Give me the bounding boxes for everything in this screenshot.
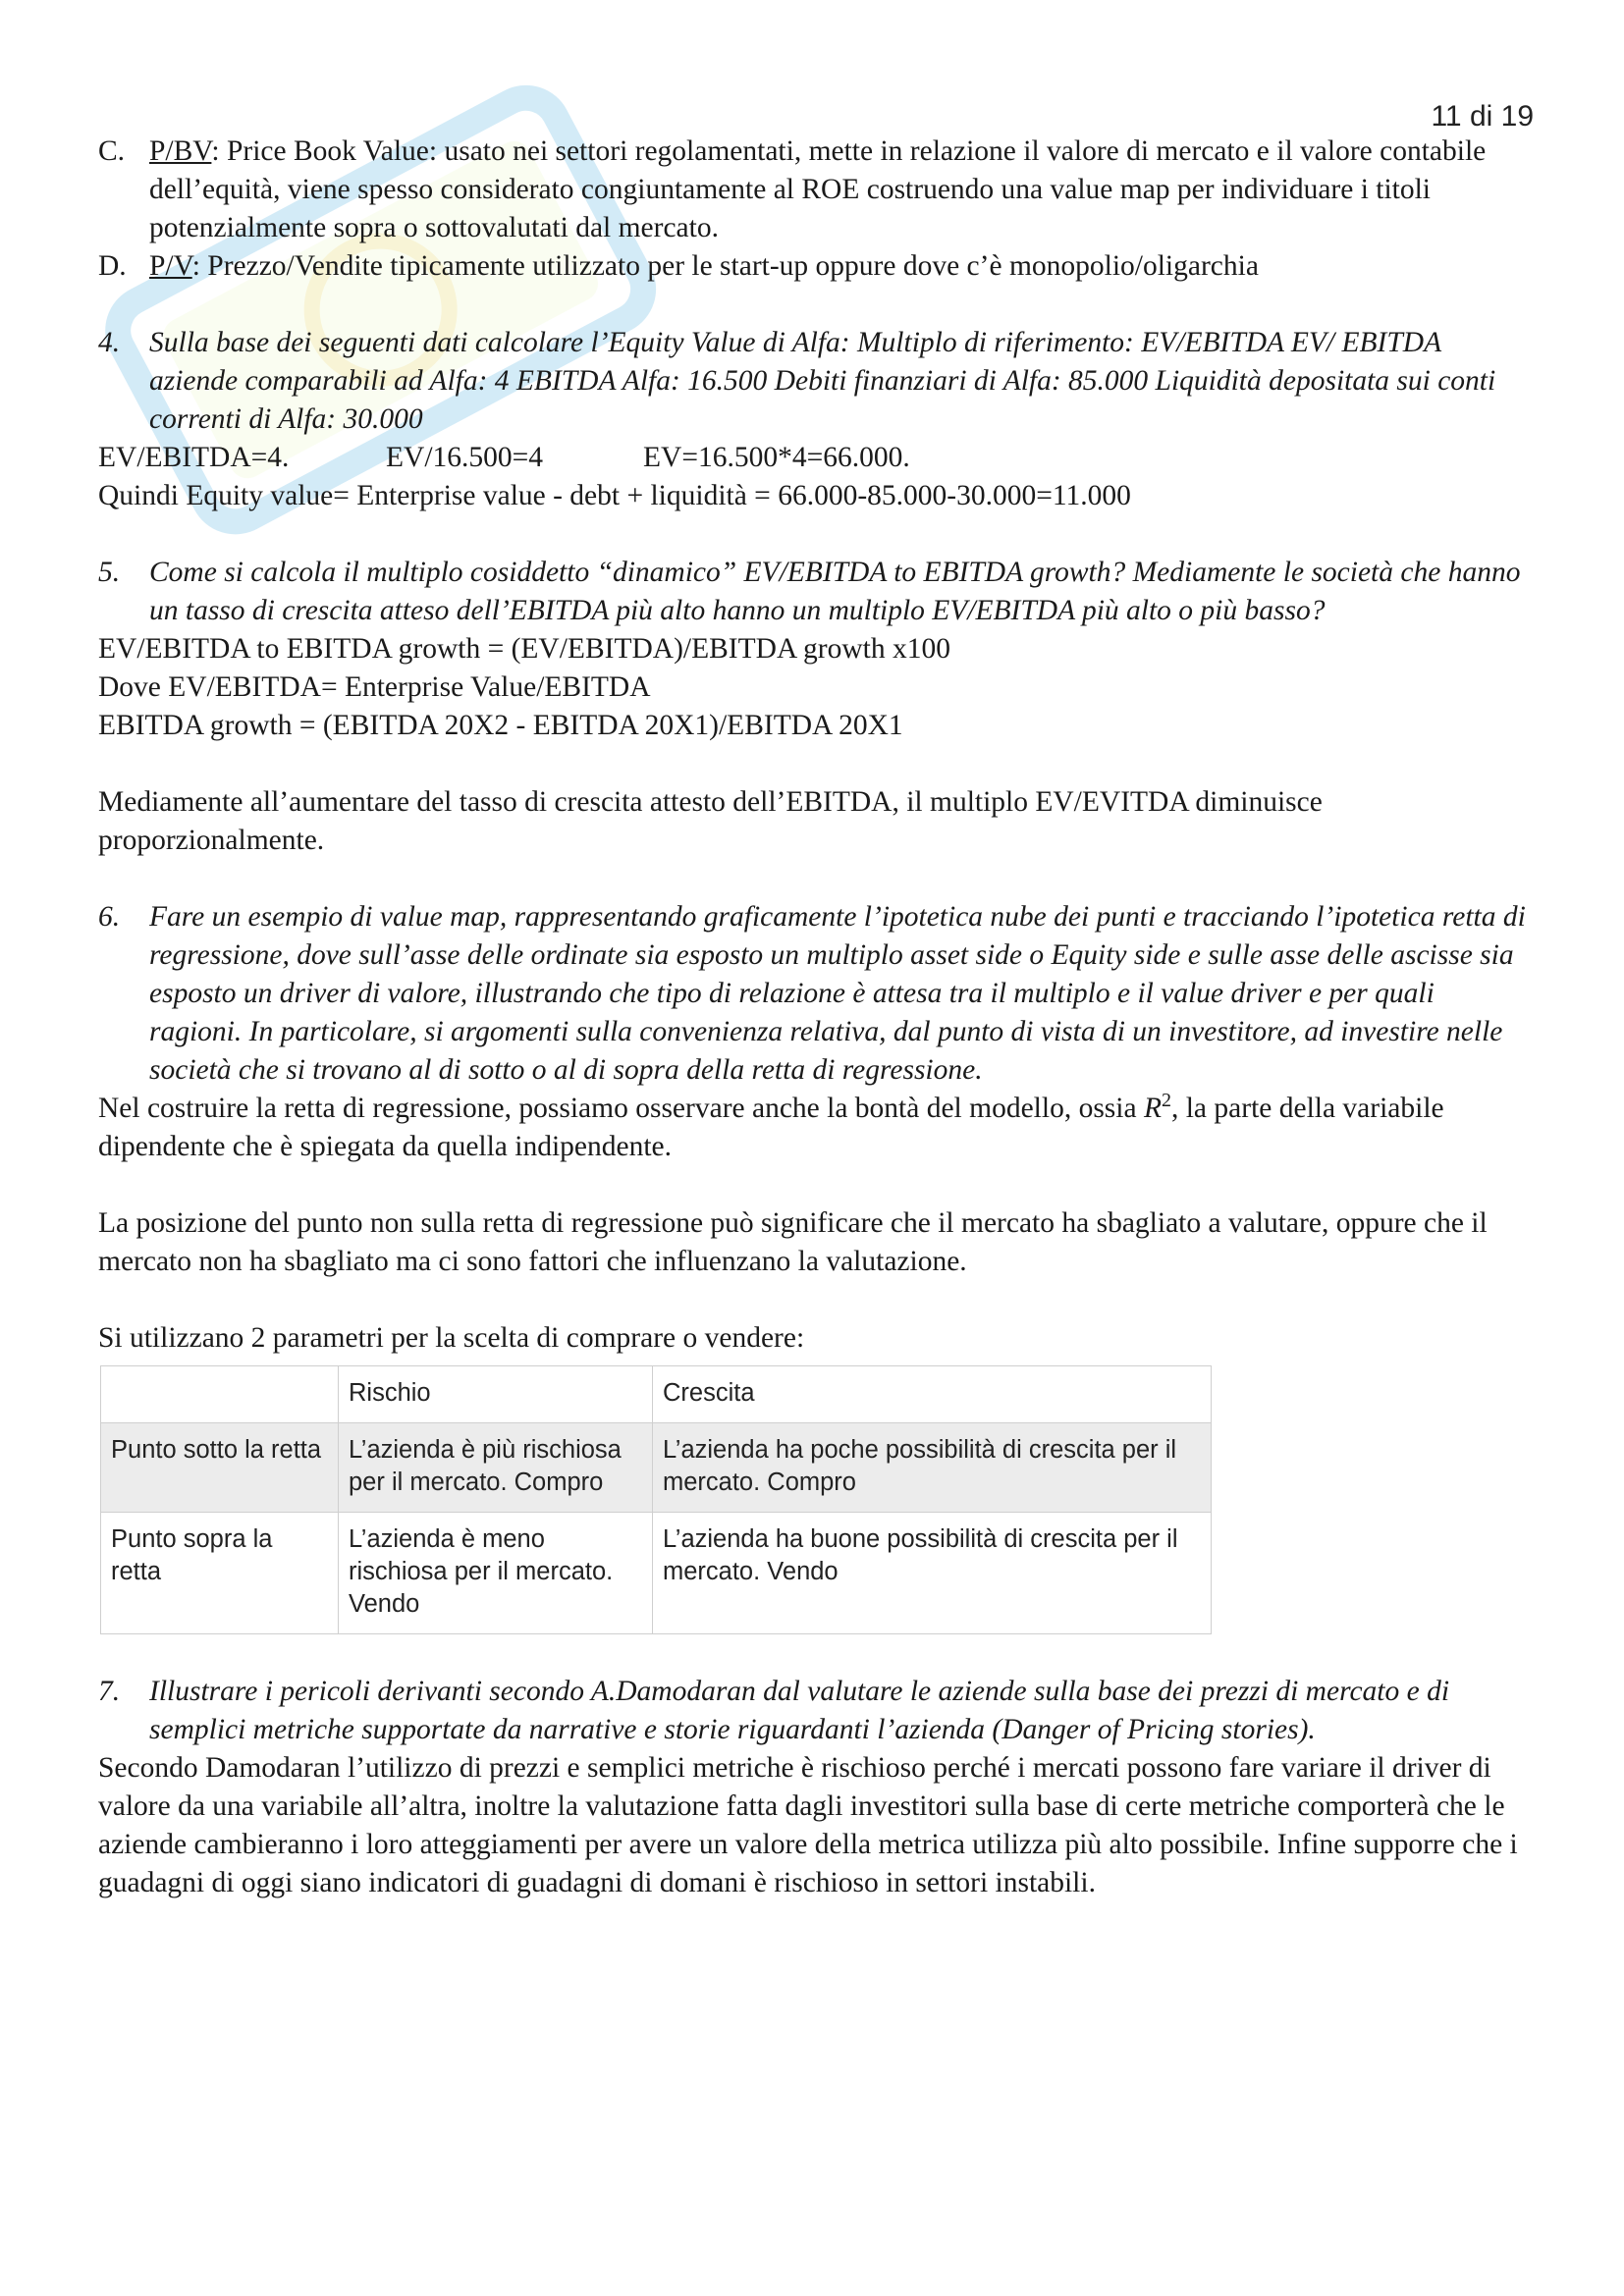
formula-line: EBITDA growth = (EBITDA 20X2 - EBITDA 20X1)/EBITDA 20X1 <box>98 710 903 741</box>
question-5 <box>98 554 1532 630</box>
question-text: Sulla base dei seguenti dati calcolare l’Equity Value di Alfa: Multiplo di riferimento: EV/EBITDA EV/ EBITDA aziende comparabili ad Alfa: 4 EBITDA Alfa: 16.500 Debiti finanziari di Alfa: 85.000 Liquidità depositata sui conti correnti di Alfa: 30.000 <box>149 327 1496 435</box>
table-header-cell <box>101 1366 339 1423</box>
question-text: Fare un esempio di value map, rappresentando graficamente l’ipotetica nube dei punti e tracciando l’ipotetica retta di regressione, dove sull’asse delle ordinate sia esposto un multiplo asset side o Equity side e sulle asse delle ascisse sia esposto un driver di valore, illustrando che tipo di relazione è attesa tra il multiplo e il value driver e per quali ragioni. In particolare, si argomenti sulla convenienza relativa, dal punto di vista di un investitore, ad investire nelle società che si trovano al di sotto o al di sopra della retta di regressione. <box>149 901 1526 1086</box>
calc-step-2: EV/16.500=4 <box>386 442 544 473</box>
question-number: 7. <box>98 1676 121 1707</box>
answer-paragraph: Nel costruire la retta di regressione, possiamo osservare anche la bontà del modello, ossia $R^2$, la parte della variabile dipendente che è spiegata da quella indipendente. <box>98 1090 1444 1162</box>
item-text: : Prezzo/Vendite tipicamente utilizzato per le start-up oppure dove c’è monopolio/oligarchia <box>191 250 1259 282</box>
question-text: Come si calcola il multiplo cosiddetto “dinamico” EV/EBITDA to EBITDA growth? Mediamente le società che hanno un tasso di crescita atteso dell’EBITDA più alto hanno un multiplo EV/EBITDA più alto o più basso? <box>149 557 1521 626</box>
item-label: C. <box>98 135 126 167</box>
table-header-cell: Rischio <box>339 1366 653 1423</box>
question-6 <box>98 898 1532 1090</box>
table-cell: L’azienda ha poche possibilità di crescita per il mercato. Compro <box>653 1423 1212 1513</box>
answer-text: Quindi Equity value= Enterprise value - debt + liquidità = 66.000-85.000-30.000=11.000 <box>98 480 1131 511</box>
formula-line: EV/EBITDA to EBITDA growth = (EV/EBITDA)/EBITDA growth x100 <box>98 633 950 665</box>
r-squared-symbol: $R^2$ <box>1143 1090 1171 1124</box>
item-d <box>98 247 1532 286</box>
table-header-cell: Crescita <box>653 1366 1212 1423</box>
calc-step-3: EV=16.500*4=66.000. <box>643 442 910 473</box>
table-row <box>101 1423 1212 1513</box>
answer-text: Secondo Damodaran l’utilizzo di prezzi e semplici metriche è rischioso perché i mercati possono fare variare il driver di valore da una variabile all’altra, inoltre la valutazione fatta dagli investitori sulla base di certe metriche comporterà che le aziende cambieranno i loro atteggiamenti per avere un valore della metrica utilizza più alto possibile. Infine supporre che i guadagni di oggi siano indicatori di guadagni di domani è rischioso in settori instabili. <box>98 1752 1518 1898</box>
parameters-table <box>100 1365 1212 1634</box>
question-number: 4. <box>98 327 121 358</box>
table-cell: Punto sopra la retta <box>101 1513 339 1634</box>
formula-line: Dove EV/EBITDA= Enterprise Value/EBITDA <box>98 671 651 703</box>
page-number: 11 di 19 <box>1431 100 1534 133</box>
item-text: : Price Book Value: usato nei settori regolamentati, mette in relazione il valore di mercato e il valore contabile dell’equità, viene spesso considerato congiuntamente al ROE costruendo una value map per individuare i titoli potenzialmente sopra o sottovalutati dal mercato. <box>149 135 1487 243</box>
table-cell: L’azienda è meno rischiosa per il mercato. Vendo <box>339 1513 653 1634</box>
answer-paragraph: La posizione del punto non sulla retta di regressione può significare che il mercato ha sbagliato a valutare, oppure che il mercato non ha sbagliato ma ci sono fattori che influenzano la valutazione. <box>98 1207 1488 1277</box>
table-cell: L’azienda è più rischiosa per il mercato. Compro <box>339 1423 653 1513</box>
question-text: Illustrare i pericoli derivanti secondo A.Damodaran dal valutare le aziende sulla base dei prezzi di mercato e di semplici metriche supportate da narrative e storie riguardanti l’azienda (Danger of Pricing stories). <box>149 1676 1450 1745</box>
item-c <box>98 133 1532 247</box>
question-number: 6. <box>98 901 121 933</box>
question-number: 5. <box>98 557 121 588</box>
calculation-row <box>98 439 1532 477</box>
table-intro: Si utilizzano 2 parametri per la scelta di comprare o vendere: <box>98 1322 805 1354</box>
table-row <box>101 1513 1212 1634</box>
answer-text: Mediamente all’aumentare del tasso di crescita attesto dell’EBITDA, il multiplo EV/EVITDA diminuisce proporzionalmente. <box>98 786 1323 856</box>
calc-step-1: EV/EBITDA=4. <box>98 442 290 473</box>
table-cell: Punto sotto la retta <box>101 1423 339 1513</box>
table-cell: L’azienda ha buone possibilità di crescita per il mercato. Vendo <box>653 1513 1212 1634</box>
document-body <box>98 133 1532 1902</box>
item-label: D. <box>98 250 127 282</box>
item-title: P/V <box>149 250 192 282</box>
question-4 <box>98 324 1532 439</box>
item-title: P/BV <box>149 135 212 167</box>
table-header-row <box>101 1366 1212 1423</box>
question-7 <box>98 1673 1532 1749</box>
